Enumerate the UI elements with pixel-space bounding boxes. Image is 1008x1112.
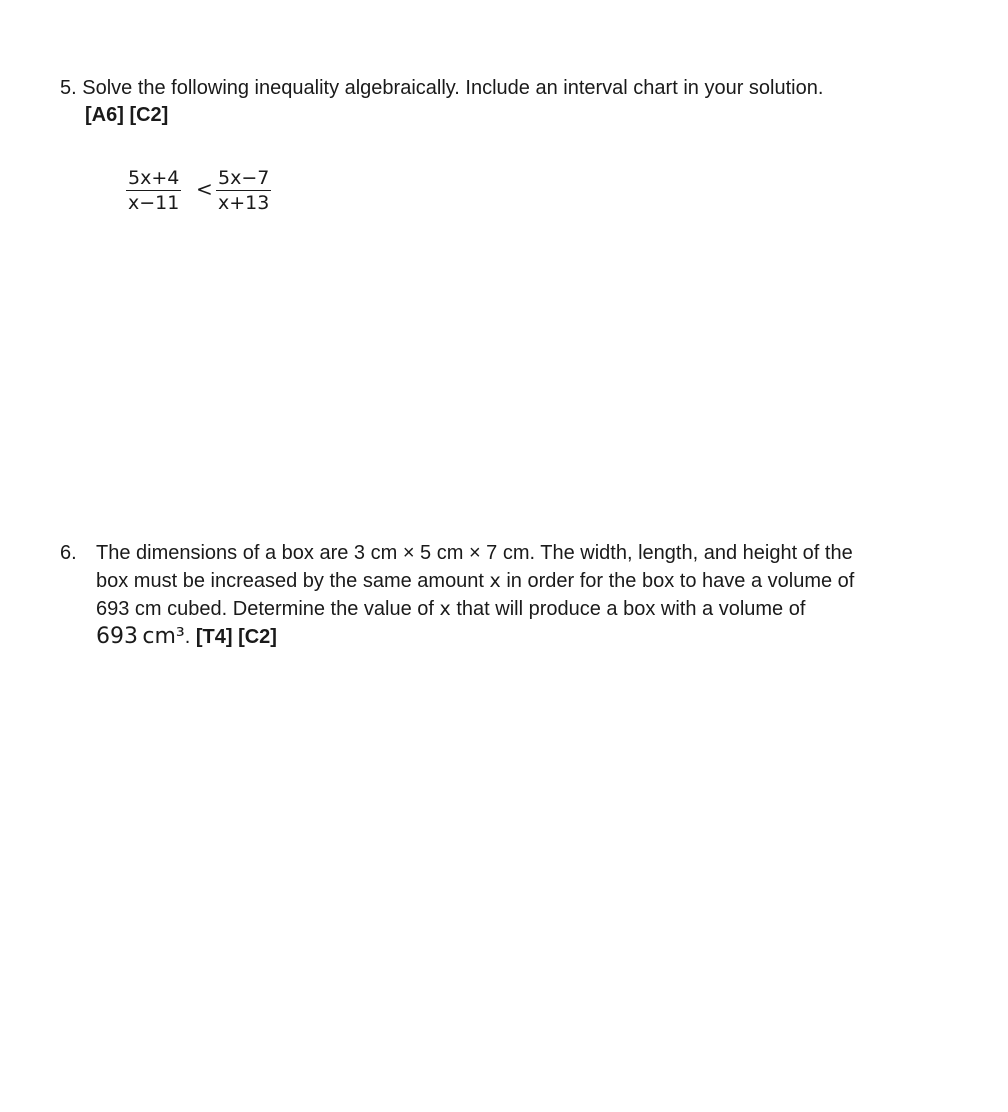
question-6-tags: [T4] [C2] [195,626,277,648]
question-6-prompt [96,539,946,651]
right-fraction [216,166,271,215]
left-fraction [126,166,181,215]
q6-line-2-part-a: box must be increased by the same amount [96,570,490,592]
q6-line-2-part-b: in order for the box to have a volume of [500,570,855,592]
left-denominator: x−11 [128,192,180,214]
volume-value: 693 cm³ [96,624,185,649]
question-5 [60,75,960,129]
q6-line-3-part-a: 693 cm cubed. Determine the value of [96,598,440,620]
right-numerator: 5x−7 [218,167,270,189]
left-numerator: 5x+4 [128,167,180,189]
variable-x: x [439,598,451,620]
less-than-symbol: < [196,177,213,201]
question-5-tags: [A6] [C2] [85,104,169,126]
question-6-line-3 [96,595,946,623]
right-denominator: x+13 [218,192,270,214]
question-6-line-1: The dimensions of a box are 3 cm × 5 cm × 7 cm. The width, length, and height of the [96,542,853,564]
q6-line-3-part-b: that will produce a box with a volume of [450,598,806,620]
question-6-line-2 [96,567,946,595]
period: . [184,626,196,648]
variable-x: x [489,570,501,592]
question-5-prompt: 5. Solve the following inequality algebraically. Include an interval chart in your solution. [60,77,824,99]
question-6-number: 6. [60,542,77,564]
question-6-line-4 [96,623,946,651]
